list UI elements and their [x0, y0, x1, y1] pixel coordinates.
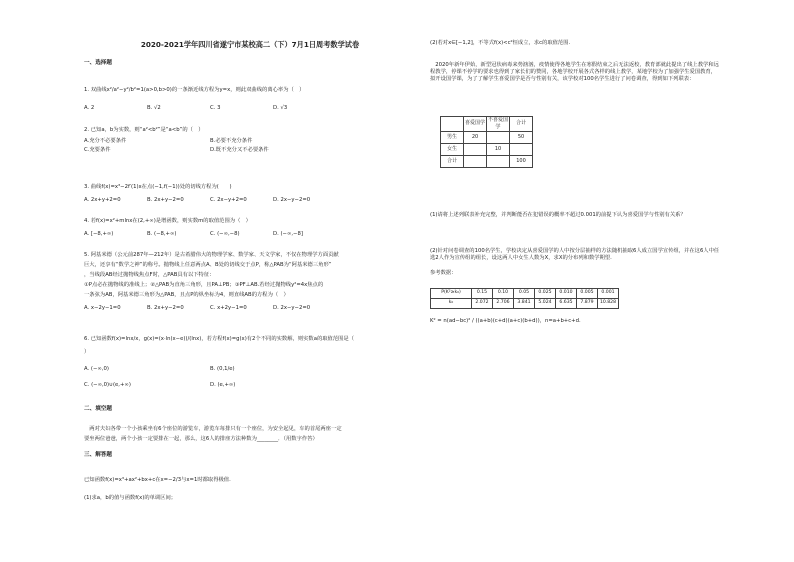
table-cell — [464, 143, 487, 155]
section-choice: 一、选择题 — [84, 60, 112, 66]
table-cell: 0.005 — [577, 289, 598, 299]
q4-stem: 4. 若f(x)=x²+mlnx在(2,+∞)是增函数，则实数m的取值范围为（ ） — [84, 218, 251, 224]
q4-option-c: C. (−∞,−8) — [210, 231, 240, 237]
table-cell: 0.15 — [472, 289, 493, 299]
q5-line-1: 5. 阿基米德（公元前287年—212年）是古希腊伟大的物理学家、数学家、天文学家，不仅在物理学方面贡献 — [84, 252, 339, 258]
table-row — [441, 117, 533, 132]
table-cell — [510, 143, 533, 155]
table-cell: 100 — [510, 155, 533, 167]
table-cell: 0.10 — [493, 289, 514, 299]
answer-part-2: (2)若对x∈[−1,2]，不等式f(x)<c²恒成立，求c的取值范围. — [430, 40, 571, 46]
reference-label: 参考数据： — [430, 270, 457, 276]
q4-option-a: A. [−8,+∞) — [84, 231, 114, 237]
q5-line-3: ，当线段AB经过抛物线焦点F时，△PAB具有以下特征： — [84, 272, 215, 278]
table-cell: 0.010 — [556, 289, 577, 299]
q6-stem: 6. 已知函数f(x)=lnx/x，g(x)=(x·ln(x−e))/(lnx)，若方程f(x)=g(x)有2个不同的实数解，则实数a的取值范围是（ — [84, 336, 355, 342]
q5-line-5: 一条弦为AB，阿基米德三角形为△PAB，且点P的纵坐标为4，则直线AB的方程为（ ） — [84, 292, 289, 298]
table-cell: k₀ — [431, 299, 472, 309]
q1-option-a: A. 2 — [84, 105, 95, 111]
q5-option-d: D. 2x−y−2=0 — [273, 305, 311, 311]
q6-option-c: C. (−∞,0)∪(e,+∞) — [84, 382, 131, 388]
section-fill: 二、填空题 — [84, 406, 112, 412]
q5-option-c: C. x+2y−1=0 — [210, 305, 247, 311]
q2-option-c: C.充要条件 — [84, 147, 111, 153]
table-cell: 10.828 — [598, 299, 619, 309]
q2-option-a: A.充分不必要条件 — [84, 138, 127, 144]
table-row — [431, 299, 619, 309]
table-cell: 10 — [487, 143, 510, 155]
table-cell: 7.879 — [577, 299, 598, 309]
q6-option-d: D. (e,+∞) — [210, 382, 236, 388]
q5-option-a: A. x−2y−1=0 — [84, 305, 121, 311]
table-cell: 0.025 — [535, 289, 556, 299]
table-cell — [487, 155, 510, 167]
table-cell: 5.024 — [535, 299, 556, 309]
fill-line-1: 两对夫妇各带一个小孩乘坐有6个座位的游览车，游览车每排只有一个座位，为安全起见，车的首尾两座一定 — [84, 426, 342, 432]
table-cell: 2.706 — [493, 299, 514, 309]
q3-option-c: C. 2x−y+2=0 — [210, 197, 247, 203]
table-cell — [441, 117, 464, 132]
survey-question-2: (2)针对问卷调查的100名学生，学校决定从喜爱国学的人中按分层抽样的方法随机抽取6人成立国学宣传组，并在这6人中任选2人作为宣传组的组长，设这两人中女生人数为X，求X的分布列和数学期望. — [430, 248, 720, 262]
critical-value-table — [430, 288, 619, 309]
table-cell — [487, 131, 510, 143]
q3-option-b: B. 2x+y−2=0 — [147, 197, 184, 203]
section-answer: 三、解答题 — [84, 452, 112, 458]
q3-option-a: A. 2x+y+2=0 — [84, 197, 121, 203]
survey-question-1: (1)请将上述列联表补充完整，并判断能否在犯错误的概率不超过0.001的前提下认为喜爱国学与性别有关系？ — [430, 212, 686, 218]
q1-option-d: D. √3 — [273, 105, 288, 111]
q3-stem: 3. 曲线f(x)=x³−2f′(1)x在点(−1,f(−1))处的切线方程为( ) — [84, 184, 232, 190]
table-cell — [464, 155, 487, 167]
table-cell: 喜爱国学 — [464, 117, 487, 132]
page-title: 2020-2021学年四川省遂宁市某校高二（下）7月1日周考数学试卷 — [140, 40, 360, 49]
k2-formula: K² = n(ad−bc)² / ((a+b)(c+d)(a+c)(b+d))，n=a+b+c+d. — [430, 318, 581, 324]
q1-option-b: B. √2 — [147, 105, 161, 111]
table-cell: 合计 — [510, 117, 533, 132]
q2-option-d: D.既不充分又不必要条件 — [210, 147, 269, 153]
fill-line-2: 要坐两位爸爸，两个小孩一定要排在一起，那么，这6人的排座方法种数为________．（用数字作答） — [84, 436, 318, 442]
q6-option-b: B. (0,1/e) — [210, 366, 235, 372]
table-cell: 2.072 — [472, 299, 493, 309]
table-row — [431, 289, 619, 299]
q6-option-a: A. (−∞,0) — [84, 366, 109, 372]
q1-stem: 1. 双曲线x²/a²−y²/b²=1(a>0,b>0)的一条渐近线方程为y=x，则此双曲线的离心率为（ ） — [84, 87, 305, 93]
table-cell: 合计 — [441, 155, 464, 167]
survey-paragraph: 2020年新年伊始，新型冠状病毒来势汹汹，疫情使得各地学生在寒假结束之后无法返校，教育部就此提出了线上教学和远程教学，停课不停学的要求也得到了家长们的赞同，各地学校开展各式各样的线上教学，某地学校为了加强学生爱国教育，拟开设国学课，为了了解学生喜爱国学是否与性别有关，该学校对100名学生进行了问卷调查，得到如下列联表： — [430, 62, 719, 83]
q4-option-b: B. (−8,+∞) — [147, 231, 177, 237]
table-row — [441, 155, 533, 167]
q6-close: ） — [84, 349, 90, 355]
table-cell: P(K²≥k₀) — [431, 289, 472, 299]
table-cell: 男生 — [441, 131, 464, 143]
table-cell: 20 — [464, 131, 487, 143]
q2-option-b: B.必要不充分条件 — [210, 138, 253, 144]
table-cell: 0.05 — [514, 289, 535, 299]
contingency-table — [440, 116, 533, 168]
table-cell: 6.635 — [556, 299, 577, 309]
table-cell: 0.001 — [598, 289, 619, 299]
q5-line-2: 巨大，还享有“数学之神”的称号。抛物线上任意两点A、B处的切线交于点P，称△PAB为“阿基米德三角形” — [84, 262, 332, 268]
table-cell: 50 — [510, 131, 533, 143]
table-cell: 不喜爱国学 — [487, 117, 508, 130]
q3-option-d: D. 2x−y−2=0 — [273, 197, 311, 203]
q2-stem: 2. 已知a，b为实数，则“a²<b²”是“a<b”的（ ） — [84, 127, 204, 133]
q4-option-d: D. (−∞,−8] — [273, 231, 303, 237]
table-cell: 3.841 — [514, 299, 535, 309]
answer-line-1: 已知函数f(x)=x³+ax²+bx+c在x=−2/3与x=1时都取得极值. — [84, 477, 231, 483]
q1-option-c: C. 3 — [210, 105, 221, 111]
table-cell: 女生 — [441, 143, 464, 155]
q5-option-b: B. 2x+y−2=0 — [147, 305, 184, 311]
table-row — [441, 131, 533, 143]
q5-line-4: ①P点必在抛物线的准线上；②△PAB为直角三角形，且PA⊥PB；③PF⊥AB.若经过抛物线y²=4x焦点的 — [84, 282, 324, 288]
table-row — [441, 143, 533, 155]
answer-line-2: (1)求a，b的值与函数f(x)的单调区间； — [84, 495, 177, 501]
